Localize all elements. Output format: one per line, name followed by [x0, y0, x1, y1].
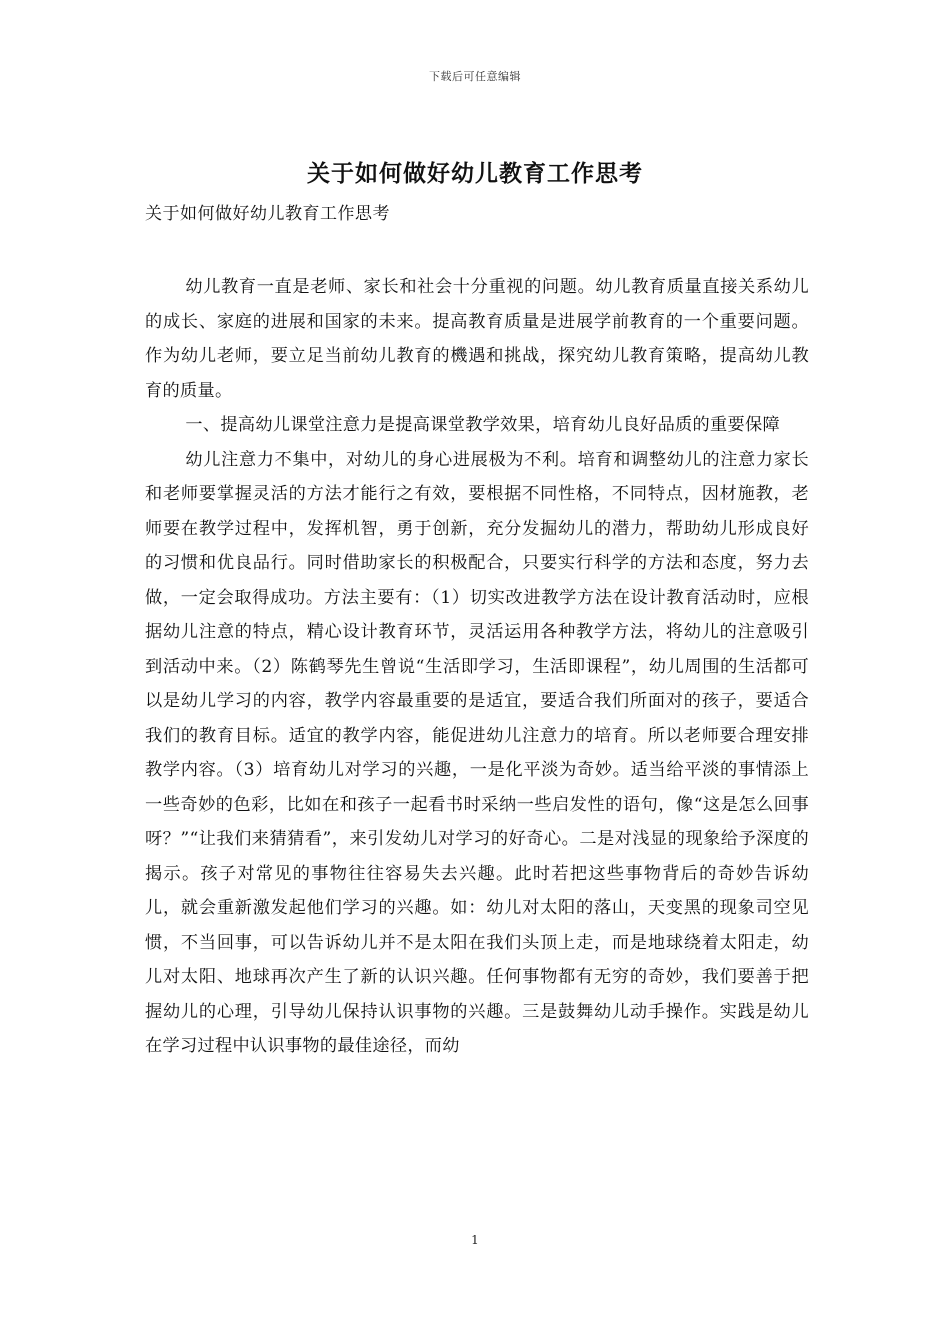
paragraph-attention: 幼儿注意力不集中，对幼儿的身心进展极为不利。培育和调整幼儿的注意力家长和老师要掌握灵活的方法才能行之有效，要根据不同性格，不同特点，因材施教，老师要在教学过程中，发挥机智，勇于创新，充分发掘幼儿的潜力，帮助幼儿形成良好的习惯和优良品行。同时借助家长的积极配合，只要实行科学的方法和态度，努力去做，一定会取得成功。方法主要有：（1）切实改进教学方法在设计教育活动时，应根据幼儿注意的特点，精心设计教育环节，灵活运用各种教学方法，将幼儿的注意吸引到活动中来。（2）陈鹤琴先生曾说“生活即学习，生活即课程”，幼儿周围的生活都可以是幼儿学习的内容，教学内容最重要的是适宜，要适合我们所面对的孩子，要适合我们的教育目标。适宜的教学内容，能促进幼儿注意力的培育。所以老师要合理安排教学内容。（3）培育幼儿对学习的兴趣，一是化平淡为奇妙。适当给平淡的事情添上一些奇妙的色彩，比如在和孩子一起看书时采纳一些启发性的语句，像“这是怎么回事呀？”“让我们来猜猜看”，来引发幼儿对学习的好奇心。二是对浅显的现象给予深度的揭示。孩子对常见的事物往往容易失去兴趣。此时若把这些事物背后的奇妙告诉幼儿，就会重新激发起他们学习的兴趣。如：幼儿对太阳的落山，天变黑的现象司空见惯，不当回事，可以告诉幼儿并不是太阳在我们头顶上走，而是地球绕着太阳走，幼儿对太阳、地球再次产生了新的认识兴趣。任何事物都有无穷的奇妙，我们要善于把握幼儿的心理，引导幼儿保持认识事物的兴趣。三是鼓舞幼儿动手操作。实践是幼儿在学习过程中认识事物的最佳途径，而幼 [145, 449, 809, 1056]
page-number: 1 [471, 1233, 479, 1247]
paragraph-intro: 幼儿教育一直是老师、家长和社会十分重视的问题。幼儿教育质量直接关系幼儿的成长、家庭的进展和国家的未来。提高教育质量是进展学前教育的一个重要问题。作为幼儿老师，要立足当前幼儿教育的機遇和挑战，探究幼儿教育策略，提高幼儿教育的质量。 [145, 277, 809, 401]
document-subtitle: 关于如何做好幼儿教育工作思考 [145, 204, 390, 224]
paragraph-section-heading: 一、提高幼儿课堂注意力是提高课堂教学效果，培育幼儿良好品质的重要保障 [185, 415, 780, 435]
document-body [145, 270, 809, 1064]
header-note: 下载后可任意编辑 [429, 70, 521, 83]
document-title: 关于如何做好幼儿教育工作思考 [307, 160, 643, 187]
